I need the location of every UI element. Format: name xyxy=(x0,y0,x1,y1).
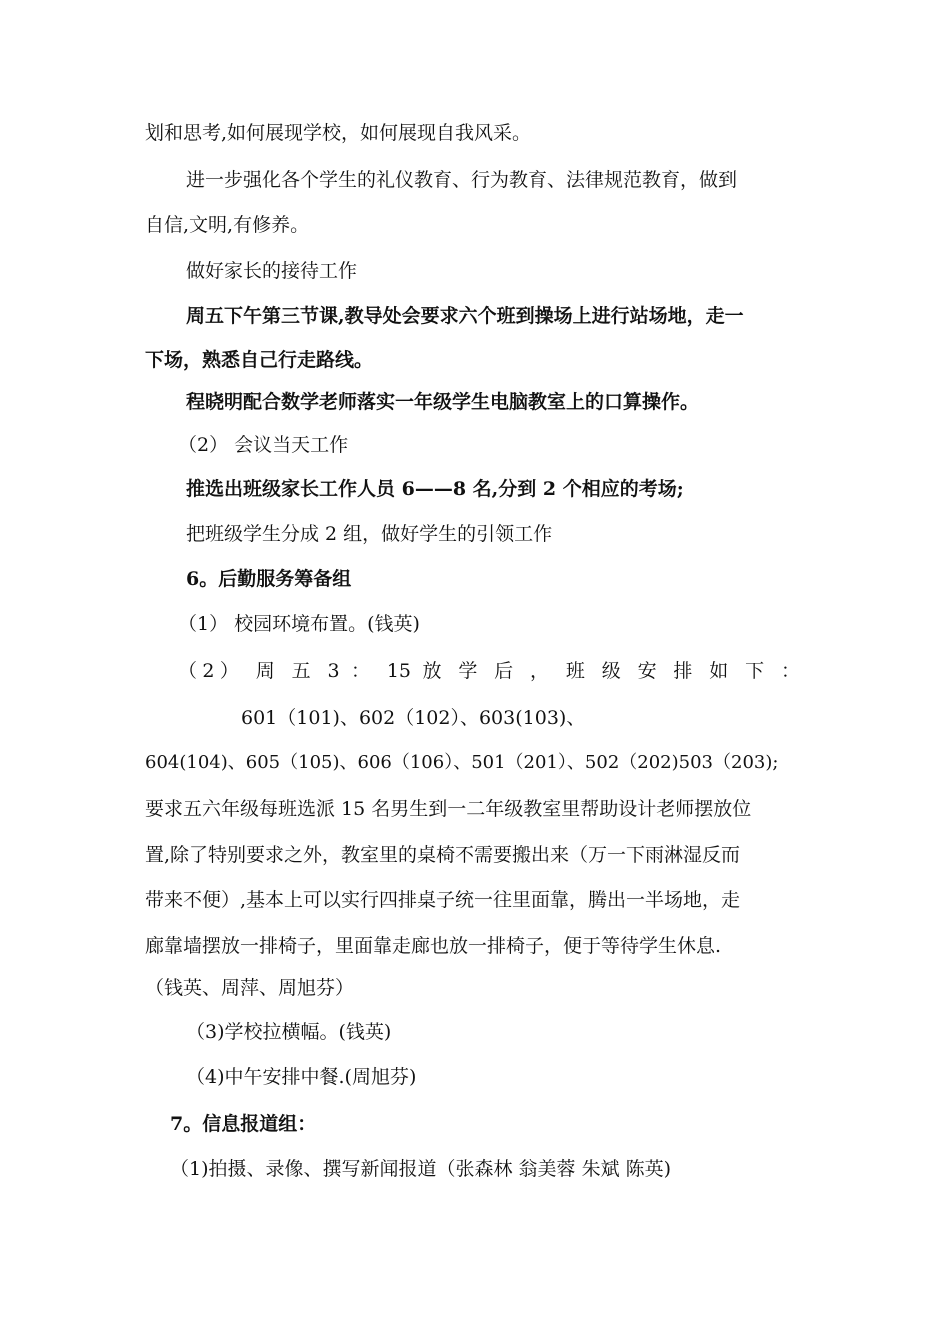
paragraph-line-18: 带来不便）,基本上可以实行四排桌子统一往里面靠，腾出一半场地，走 xyxy=(145,889,741,911)
paragraph-line-2: 进一步强化各个学生的礼仪教育、行为教育、法律规范教育，做到 xyxy=(186,169,738,191)
paragraph-line-3: 自信,文明,有修养。 xyxy=(145,214,310,236)
item-lunch: （4)中午安排中餐.(周旭芬) xyxy=(186,1066,417,1088)
paragraph-line-19: 廊靠墙摆放一排椅子，里面靠走廊也放一排椅子，便于等待学生休息. xyxy=(145,935,722,957)
item-campus-layout: （1） 校园环境布置。(钱英) xyxy=(178,613,420,635)
item-friday-arrangement: （2） 周 五 3 ： 15 放 学 后 ， 班 级 安 排 如 下 ： xyxy=(178,660,800,682)
section-heading-logistics: 6。后勤服务筹备组 xyxy=(186,568,352,590)
class-list-line-1: 601（101)、602（102）、603(103)、 xyxy=(241,707,586,729)
bold-line-9: 推选出班级家长工作人员 6——8 名,分到 2 个相应的考场; xyxy=(186,478,684,500)
paragraph-line-4: 做好家长的接待工作 xyxy=(186,260,358,282)
paragraph-line-1: 划和思考,如何展现学校，如何展现自我风采。 xyxy=(145,122,532,144)
paragraph-line-17: 置,除了特别要求之外，教室里的桌椅不需要搬出来（万一下雨淋湿反而 xyxy=(145,844,741,866)
section-heading-news: 7。信息报道组： xyxy=(170,1113,317,1135)
bold-line-5: 周五下午第三节课,教导处会要求六个班到操场上进行站场地，走一 xyxy=(186,305,744,327)
bold-line-7: 程晓明配合数学老师落实一年级学生电脑教室上的口算操作。 xyxy=(186,391,700,413)
bold-line-6: 下场，熟悉自己行走路线。 xyxy=(145,349,374,371)
item-photo-report: （1)拍摄、录像、撰写新闻报道（张森林 翁美蓉 朱斌 陈英) xyxy=(170,1158,672,1180)
item-banner: （3)学校拉横幅。(钱英) xyxy=(186,1021,392,1043)
item-meeting-day: （2） 会议当天工作 xyxy=(178,434,349,456)
class-list-line-2: 604(104)、605（105)、606（106）、501（201）、502（202)503（203); xyxy=(145,752,779,773)
paragraph-line-10: 把班级学生分成 2 组，做好学生的引领工作 xyxy=(186,523,553,545)
paragraph-line-20: （钱英、周萍、周旭芬） xyxy=(145,977,355,999)
paragraph-line-16: 要求五六年级每班选派 15 名男生到一二年级教室里帮助设计老师摆放位 xyxy=(145,798,752,820)
